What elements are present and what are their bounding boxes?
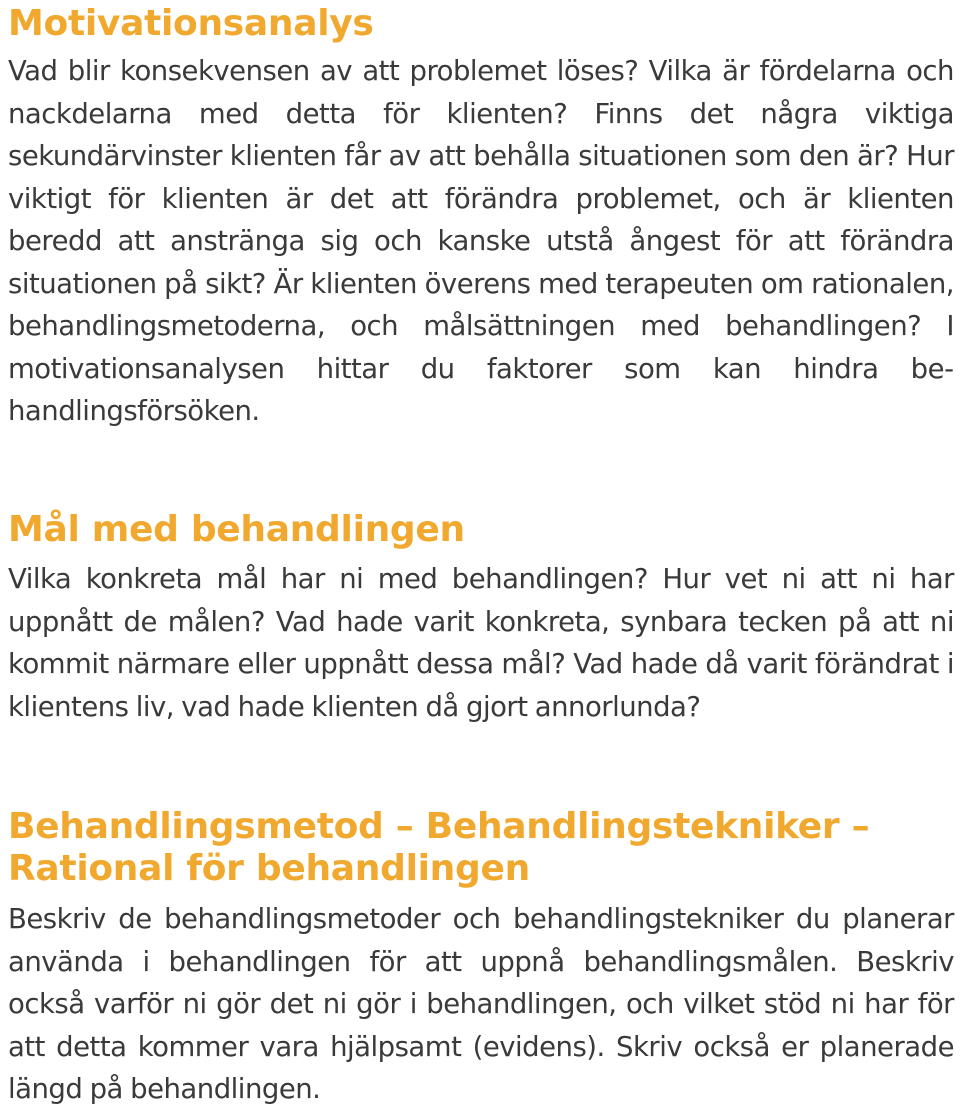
heading-treatment-goals: Mål med behandlingen (8, 509, 465, 550)
section-motivation-analysis (8, 4, 954, 433)
heading-motivation-analysis: Motivationsanalys (8, 3, 374, 44)
heading-treatment-method: Behandlingsmetod – Behandlingstekniker – Rational för behandlingen (8, 806, 870, 889)
paragraph-treatment-goals: Vilka konkreta mål har ni med behandlingen? Hur vet ni att ni har uppnått de målen? Vad hade varit konkreta, synbara tecken på att ni kommit närmare eller uppnått dessa mål? Vad hade då varit förändrat i klientens liv, vad hade klienten då gjort annorlunda? (8, 563, 954, 723)
section-treatment-goals (8, 510, 954, 728)
paragraph-motivation-analysis: Vad blir konsekvensen av att problemet löses? Vilka är fördelarna och nackdelarna med detta för klienten? Finns det några viktiga sekundärvinster klienten får av att behålla situationen som den är? Hur viktigt för klienten är det att förändra problemet, och är klienten beredd att anstränga sig och kanske utstå ångest för att förändra situationen på sikt? Är klienten överens med terapeuten om rationalen, behandlingsmetoderna, och målsättningen med behandlingen? I motivationsanalysen hittar du faktorer som kan hindra behandlingsförsöken. (8, 55, 954, 427)
paragraph-treatment-method: Beskriv de behandlingsmetoder och behandlingstekniker du planerar använda i behandlingen för att uppnå behandlingsmålen. Beskriv också varför ni gör det ni gör i behandlingen, och vilket stöd ni har för att detta kommer vara hjälpsamt (evidens). Skriv också er planerade längd på behandlingen. (8, 903, 954, 1105)
section-treatment-method (8, 806, 954, 1111)
